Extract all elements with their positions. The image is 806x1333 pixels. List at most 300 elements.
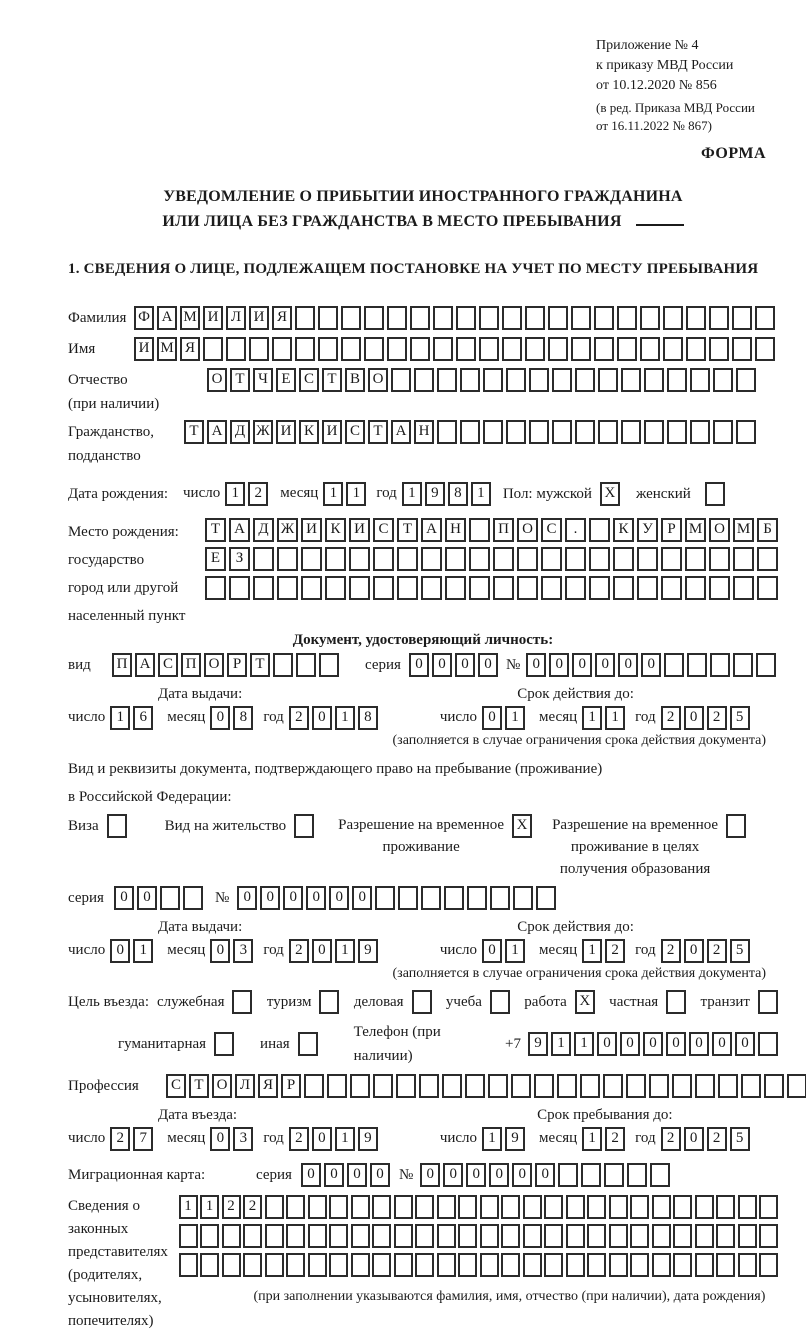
char-cell[interactable] [460,368,480,392]
char-cell[interactable] [488,1074,508,1098]
char-cell[interactable]: Р [281,1074,301,1098]
char-cell[interactable] [273,653,293,677]
staydoc-issue-month[interactable] [210,939,253,963]
char-cell[interactable] [534,1074,554,1098]
char-cell[interactable] [421,576,442,600]
char-cell[interactable]: Т [189,1074,209,1098]
char-cell[interactable]: 0 [535,1163,555,1187]
char-cell[interactable] [469,547,490,571]
char-cell[interactable] [541,576,562,600]
char-cell[interactable] [757,576,778,600]
char-cell[interactable] [442,1074,462,1098]
char-cell[interactable] [732,306,752,330]
char-cell[interactable] [444,886,464,910]
char-cell[interactable] [513,886,533,910]
char-cell[interactable]: 3 [233,939,253,963]
char-cell[interactable] [541,547,562,571]
char-cell[interactable] [738,1224,757,1248]
char-cell[interactable]: А [157,306,177,330]
char-cell[interactable] [308,1224,327,1248]
char-cell[interactable] [414,368,434,392]
char-cell[interactable]: 1 [505,706,525,730]
char-cell[interactable] [203,337,223,361]
char-cell[interactable]: 0 [324,1163,344,1187]
char-cell[interactable] [329,1253,348,1277]
char-cell[interactable] [609,1253,628,1277]
char-cell[interactable]: Т [230,368,250,392]
char-cell[interactable] [480,1195,499,1219]
char-cell[interactable]: 0 [572,653,592,677]
char-cell[interactable]: 0 [689,1032,709,1056]
char-cell[interactable] [160,886,180,910]
char-cell[interactable]: 0 [618,653,638,677]
purpose-transit-checkbox[interactable] [758,990,778,1014]
char-cell[interactable]: Н [445,518,466,542]
char-cell[interactable]: 1 [110,706,130,730]
char-cell[interactable] [649,1074,669,1098]
char-cell[interactable] [480,1224,499,1248]
char-cell[interactable] [589,547,610,571]
char-cell[interactable]: 1 [582,706,602,730]
char-cell[interactable]: К [325,518,346,542]
char-cell[interactable]: 0 [210,1127,230,1151]
char-cell[interactable]: 2 [243,1195,262,1219]
representatives-cells-row-2[interactable] [179,1224,779,1248]
char-cell[interactable] [373,547,394,571]
char-cell[interactable] [222,1253,241,1277]
char-cell[interactable] [536,886,556,910]
char-cell[interactable]: 2 [289,1127,309,1151]
char-cell[interactable] [598,420,618,444]
char-cell[interactable]: 2 [707,706,727,730]
char-cell[interactable]: П [493,518,514,542]
iddoc-issue-year[interactable] [289,706,378,730]
char-cell[interactable] [511,1074,531,1098]
char-cell[interactable]: 9 [358,939,378,963]
char-cell[interactable]: 2 [248,482,268,506]
char-cell[interactable] [736,368,756,392]
char-cell[interactable] [415,1224,434,1248]
char-cell[interactable] [661,576,682,600]
char-cell[interactable]: 1 [200,1195,219,1219]
char-cell[interactable]: 0 [301,1163,321,1187]
char-cell[interactable]: 0 [512,1163,532,1187]
char-cell[interactable] [226,337,246,361]
purpose-tourism-checkbox[interactable] [319,990,339,1014]
sex-male-checkbox[interactable]: X [600,482,620,506]
char-cell[interactable] [566,1224,585,1248]
char-cell[interactable] [308,1253,327,1277]
char-cell[interactable] [755,306,775,330]
char-cell[interactable]: 0 [620,1032,640,1056]
char-cell[interactable]: 0 [684,706,704,730]
phone-cells[interactable] [528,1032,778,1056]
char-cell[interactable] [756,653,776,677]
char-cell[interactable]: Т [205,518,226,542]
char-cell[interactable]: О [204,653,224,677]
char-cell[interactable]: 0 [137,886,157,910]
char-cell[interactable]: 0 [352,886,372,910]
char-cell[interactable] [709,576,730,600]
char-cell[interactable] [571,306,591,330]
char-cell[interactable] [685,576,706,600]
profession-cells[interactable] [166,1074,806,1098]
char-cell[interactable]: 1 [551,1032,571,1056]
purpose-humanitarian-checkbox[interactable] [214,1032,234,1056]
char-cell[interactable] [308,1195,327,1219]
char-cell[interactable] [652,1195,671,1219]
char-cell[interactable] [469,576,490,600]
char-cell[interactable] [325,576,346,600]
char-cell[interactable]: 2 [661,1127,681,1151]
char-cell[interactable] [200,1253,219,1277]
purpose-private-checkbox[interactable] [666,990,686,1014]
char-cell[interactable] [351,1195,370,1219]
char-cell[interactable] [265,1253,284,1277]
char-cell[interactable] [437,1253,456,1277]
char-cell[interactable] [557,1074,577,1098]
char-cell[interactable] [741,1074,761,1098]
char-cell[interactable]: 0 [641,653,661,677]
char-cell[interactable]: 0 [478,653,498,677]
char-cell[interactable] [637,576,658,600]
birthplace-cells-row-1[interactable] [205,518,778,542]
char-cell[interactable] [755,337,775,361]
char-cell[interactable]: 9 [528,1032,548,1056]
char-cell[interactable]: И [322,420,342,444]
char-cell[interactable] [364,306,384,330]
char-cell[interactable]: Ж [277,518,298,542]
char-cell[interactable]: 0 [526,653,546,677]
char-cell[interactable] [437,420,457,444]
char-cell[interactable] [713,368,733,392]
char-cell[interactable] [575,368,595,392]
char-cell[interactable]: М [685,518,706,542]
char-cell[interactable]: Л [226,306,246,330]
char-cell[interactable] [710,653,730,677]
char-cell[interactable]: 2 [222,1195,241,1219]
char-cell[interactable] [415,1253,434,1277]
char-cell[interactable] [265,1195,284,1219]
char-cell[interactable] [490,886,510,910]
char-cell[interactable] [398,886,418,910]
char-cell[interactable] [493,576,514,600]
char-cell[interactable] [627,1163,647,1187]
char-cell[interactable] [272,337,292,361]
staydoc-issue-day[interactable] [110,939,153,963]
purpose-other-checkbox[interactable] [298,1032,318,1056]
char-cell[interactable] [493,547,514,571]
char-cell[interactable]: И [249,306,269,330]
char-cell[interactable]: С [158,653,178,677]
char-cell[interactable]: Р [661,518,682,542]
char-cell[interactable]: У [637,518,658,542]
char-cell[interactable]: 0 [347,1163,367,1187]
char-cell[interactable] [253,576,274,600]
char-cell[interactable] [685,547,706,571]
birth-year-cells[interactable] [402,482,491,506]
staydoc-expiry-day[interactable] [482,939,525,963]
char-cell[interactable] [458,1195,477,1219]
char-cell[interactable] [479,306,499,330]
char-cell[interactable] [644,368,664,392]
char-cell[interactable] [396,1074,416,1098]
char-cell[interactable] [479,337,499,361]
char-cell[interactable] [575,420,595,444]
char-cell[interactable] [397,576,418,600]
char-cell[interactable]: П [112,653,132,677]
char-cell[interactable]: А [207,420,227,444]
char-cell[interactable] [433,337,453,361]
char-cell[interactable] [445,547,466,571]
char-cell[interactable] [544,1195,563,1219]
char-cell[interactable]: Ж [253,420,273,444]
char-cell[interactable]: 5 [730,1127,750,1151]
char-cell[interactable] [179,1224,198,1248]
char-cell[interactable] [437,1224,456,1248]
char-cell[interactable]: 0 [712,1032,732,1056]
char-cell[interactable]: 5 [730,939,750,963]
char-cell[interactable] [329,1195,348,1219]
char-cell[interactable] [394,1253,413,1277]
entry-day-cells[interactable] [110,1127,153,1151]
char-cell[interactable] [621,368,641,392]
char-cell[interactable] [286,1253,305,1277]
char-cell[interactable] [437,368,457,392]
char-cell[interactable] [394,1224,413,1248]
representatives-cells-row-1[interactable] [179,1195,779,1219]
char-cell[interactable] [594,337,614,361]
migration-num-cells[interactable] [420,1163,670,1187]
char-cell[interactable]: Я [272,306,292,330]
char-cell[interactable]: Ф [134,306,154,330]
patronymic-cells[interactable] [207,368,756,392]
char-cell[interactable]: И [203,306,223,330]
char-cell[interactable]: 0 [306,886,326,910]
char-cell[interactable] [733,576,754,600]
char-cell[interactable] [758,1032,778,1056]
char-cell[interactable] [480,1253,499,1277]
char-cell[interactable] [458,1253,477,1277]
char-cell[interactable] [301,576,322,600]
char-cell[interactable]: Ч [253,368,273,392]
char-cell[interactable] [594,306,614,330]
char-cell[interactable] [373,576,394,600]
char-cell[interactable]: С [299,368,319,392]
char-cell[interactable]: П [181,653,201,677]
char-cell[interactable] [787,1074,806,1098]
char-cell[interactable]: И [349,518,370,542]
char-cell[interactable]: О [517,518,538,542]
char-cell[interactable]: Т [397,518,418,542]
char-cell[interactable] [502,337,522,361]
char-cell[interactable] [523,1253,542,1277]
char-cell[interactable] [501,1253,520,1277]
char-cell[interactable] [205,576,226,600]
char-cell[interactable] [501,1195,520,1219]
char-cell[interactable]: 0 [549,653,569,677]
char-cell[interactable] [603,1074,623,1098]
entry-year-cells[interactable] [289,1127,378,1151]
char-cell[interactable] [249,337,269,361]
char-cell[interactable]: 3 [233,1127,253,1151]
char-cell[interactable]: 1 [323,482,343,506]
char-cell[interactable]: 0 [684,1127,704,1151]
char-cell[interactable] [690,420,710,444]
char-cell[interactable]: 1 [335,939,355,963]
char-cell[interactable]: О [207,368,227,392]
char-cell[interactable] [465,1074,485,1098]
char-cell[interactable] [558,1163,578,1187]
char-cell[interactable] [613,547,634,571]
stay-month-cells[interactable] [582,1127,625,1151]
char-cell[interactable] [525,306,545,330]
iddoc-num-cells[interactable] [526,653,776,677]
char-cell[interactable]: 1 [402,482,422,506]
char-cell[interactable] [716,1253,735,1277]
char-cell[interactable]: С [541,518,562,542]
char-cell[interactable]: 0 [210,706,230,730]
purpose-study-checkbox[interactable] [490,990,510,1014]
char-cell[interactable]: . [565,518,586,542]
char-cell[interactable] [733,547,754,571]
char-cell[interactable] [456,337,476,361]
char-cell[interactable] [372,1195,391,1219]
char-cell[interactable] [548,337,568,361]
char-cell[interactable] [713,420,733,444]
char-cell[interactable]: 0 [370,1163,390,1187]
char-cell[interactable] [716,1224,735,1248]
char-cell[interactable]: 0 [666,1032,686,1056]
char-cell[interactable]: 2 [110,1127,130,1151]
char-cell[interactable] [517,547,538,571]
purpose-official-checkbox[interactable] [232,990,252,1014]
char-cell[interactable] [637,547,658,571]
char-cell[interactable] [179,1253,198,1277]
char-cell[interactable] [589,518,610,542]
char-cell[interactable] [529,420,549,444]
char-cell[interactable] [695,1224,714,1248]
char-cell[interactable]: Т [184,420,204,444]
char-cell[interactable]: 6 [133,706,153,730]
char-cell[interactable]: 0 [466,1163,486,1187]
char-cell[interactable]: К [299,420,319,444]
char-cell[interactable]: Е [276,368,296,392]
purpose-business-checkbox[interactable] [412,990,432,1014]
visa-checkbox[interactable] [107,814,127,838]
char-cell[interactable]: 1 [225,482,245,506]
rvp-education-checkbox[interactable] [726,814,746,838]
char-cell[interactable]: Т [322,368,342,392]
char-cell[interactable] [265,1224,284,1248]
char-cell[interactable] [732,337,752,361]
char-cell[interactable]: З [229,547,250,571]
char-cell[interactable] [253,547,274,571]
char-cell[interactable] [663,337,683,361]
char-cell[interactable] [757,547,778,571]
char-cell[interactable] [433,306,453,330]
char-cell[interactable]: В [345,368,365,392]
char-cell[interactable]: 9 [425,482,445,506]
char-cell[interactable] [587,1253,606,1277]
char-cell[interactable]: 0 [489,1163,509,1187]
char-cell[interactable]: 9 [358,1127,378,1151]
char-cell[interactable]: Я [258,1074,278,1098]
char-cell[interactable] [301,547,322,571]
char-cell[interactable]: 2 [605,1127,625,1151]
char-cell[interactable] [387,306,407,330]
char-cell[interactable] [709,547,730,571]
char-cell[interactable] [350,1074,370,1098]
char-cell[interactable] [318,306,338,330]
char-cell[interactable]: 0 [597,1032,617,1056]
char-cell[interactable] [548,306,568,330]
char-cell[interactable] [673,1224,692,1248]
char-cell[interactable] [364,337,384,361]
char-cell[interactable]: 2 [289,939,309,963]
char-cell[interactable] [397,547,418,571]
iddoc-expiry-day[interactable] [482,706,525,730]
char-cell[interactable] [733,653,753,677]
char-cell[interactable] [695,1074,715,1098]
char-cell[interactable] [738,1253,757,1277]
char-cell[interactable]: 0 [455,653,475,677]
char-cell[interactable] [709,306,729,330]
char-cell[interactable]: 0 [114,886,134,910]
char-cell[interactable] [571,337,591,361]
char-cell[interactable] [604,1163,624,1187]
char-cell[interactable] [640,337,660,361]
birthplace-cells-row-2[interactable] [205,547,778,571]
char-cell[interactable] [349,547,370,571]
char-cell[interactable]: 1 [482,1127,502,1151]
char-cell[interactable]: 0 [312,939,332,963]
staydoc-seria-cells[interactable] [114,886,203,910]
char-cell[interactable]: 1 [605,706,625,730]
iddoc-expiry-year[interactable] [661,706,750,730]
char-cell[interactable] [626,1074,646,1098]
char-cell[interactable] [391,368,411,392]
char-cell[interactable]: 1 [335,1127,355,1151]
char-cell[interactable] [329,1224,348,1248]
sex-female-checkbox[interactable] [705,482,725,506]
char-cell[interactable]: 1 [335,706,355,730]
iddoc-kind-cells[interactable] [112,653,339,677]
char-cell[interactable]: 2 [661,706,681,730]
char-cell[interactable]: 5 [730,706,750,730]
char-cell[interactable] [394,1195,413,1219]
char-cell[interactable] [410,306,430,330]
char-cell[interactable] [687,653,707,677]
char-cell[interactable] [630,1224,649,1248]
char-cell[interactable]: С [345,420,365,444]
char-cell[interactable] [502,306,522,330]
representatives-cells-row-3[interactable] [179,1253,779,1277]
char-cell[interactable]: М [157,337,177,361]
char-cell[interactable]: 9 [505,1127,525,1151]
char-cell[interactable] [598,368,618,392]
char-cell[interactable]: 1 [346,482,366,506]
char-cell[interactable] [718,1074,738,1098]
char-cell[interactable] [609,1224,628,1248]
char-cell[interactable]: О [709,518,730,542]
staydoc-issue-year[interactable] [289,939,378,963]
char-cell[interactable]: О [368,368,388,392]
char-cell[interactable]: 8 [448,482,468,506]
char-cell[interactable] [613,576,634,600]
char-cell[interactable] [372,1224,391,1248]
char-cell[interactable] [630,1253,649,1277]
